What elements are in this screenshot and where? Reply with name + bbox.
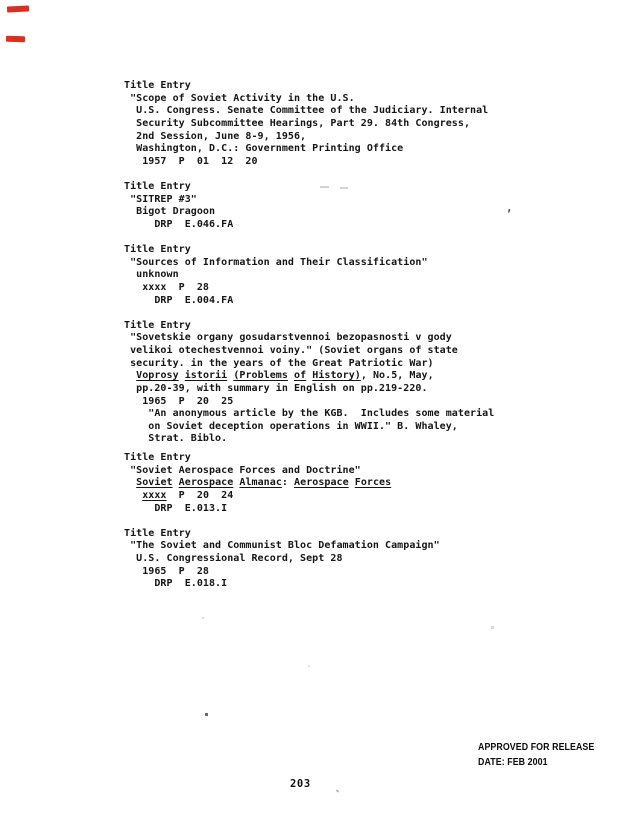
document-line: unknown xyxy=(124,269,179,281)
scan-artifact xyxy=(308,665,310,667)
document-line: DRP E.004.FA xyxy=(124,294,234,306)
document-line: Washington, D.C.: Government Printing Office xyxy=(124,143,404,155)
document-line: Title Entry xyxy=(124,319,191,331)
title-entry xyxy=(124,181,494,232)
document-line: on Soviet deception operations in WWII." B. Whaley, xyxy=(124,420,458,432)
title-entry xyxy=(124,320,494,446)
document-line: Title Entry xyxy=(124,527,191,539)
document-line: Voprosy istorii (Problems of History), No.5, May, xyxy=(136,370,434,382)
document-line: Bigot Dragoon xyxy=(124,206,216,218)
scan-artifact xyxy=(202,617,204,619)
document-line: xxxx P 28 xyxy=(124,281,209,293)
document-line: xxxx P 20 24 xyxy=(142,489,234,501)
document-line: "An anonymous article by the KGB. Includes some material xyxy=(124,408,495,420)
document-line: "Sources of Information and Their Classification" xyxy=(124,256,428,268)
document-line: 1957 P 01 12 20 xyxy=(124,155,258,167)
document-line: Title Entry xyxy=(124,452,191,464)
document-line: DRP E.018.I xyxy=(124,578,228,590)
title-entry xyxy=(124,452,494,515)
document-line: Title Entry xyxy=(124,80,191,91)
scan-artifact xyxy=(491,626,494,629)
page-number: 203 xyxy=(290,778,311,790)
red-pen-mark xyxy=(7,5,29,12)
scan-artifact xyxy=(340,187,348,189)
document-line: Strat. Biblo. xyxy=(124,433,228,445)
title-entry xyxy=(124,528,494,591)
document-line: U.S. Congress. Senate Committee of the Judiciary. Internal xyxy=(124,105,489,117)
scan-artifact xyxy=(336,789,340,792)
document-line: DRP E.046.FA xyxy=(124,218,234,230)
stamp-line-2: DATE: FEB 2001 xyxy=(478,756,548,768)
document-line: 2nd Session, June 8-9, 1956, xyxy=(124,130,307,142)
document-line: security. in the years of the Great Patriotic War) xyxy=(124,357,434,369)
approved-for-release-stamp xyxy=(478,740,594,770)
title-entry xyxy=(124,244,494,307)
document-line: "Scope of Soviet Activity in the U.S. xyxy=(124,92,355,104)
document-line: pp.20-39, with summary in English on pp.219-220. xyxy=(124,382,428,394)
document-line: velikoi otechestvennoi voiny." (Soviet organs of state xyxy=(124,345,458,357)
scan-artifact xyxy=(320,186,329,188)
red-pen-mark xyxy=(6,36,25,43)
document-line: Security Subcommittee Hearings, Part 29. 84th Congress, xyxy=(124,117,471,129)
document-line: 1965 P 28 xyxy=(124,565,209,577)
document-line: Title Entry xyxy=(124,244,191,256)
document-line: "The Soviet and Communist Bloc Defamation Campaign" xyxy=(124,540,440,552)
bibliography-entries xyxy=(124,80,494,603)
document-line: DRP E.013.I xyxy=(124,502,228,514)
document-line: "Sovetskie organy gosudarstvennoi bezopasnosti v gody xyxy=(124,332,452,344)
title-entry xyxy=(124,80,494,168)
document-line: Soviet Aerospace Almanac: Aerospace Forces xyxy=(136,477,392,489)
stamp-line-1: APPROVED FOR RELEASE xyxy=(478,741,595,753)
document-line: "Soviet Aerospace Forces and Doctrine" xyxy=(124,464,361,476)
document-line: 1965 P 20 25 xyxy=(124,395,234,407)
document-line: Title Entry xyxy=(124,180,191,192)
scan-artifact: , xyxy=(506,201,513,214)
document-line: "SITREP #3" xyxy=(124,193,197,205)
document-line: U.S. Congressional Record, Sept 28 xyxy=(124,553,343,564)
scan-artifact xyxy=(205,713,208,716)
